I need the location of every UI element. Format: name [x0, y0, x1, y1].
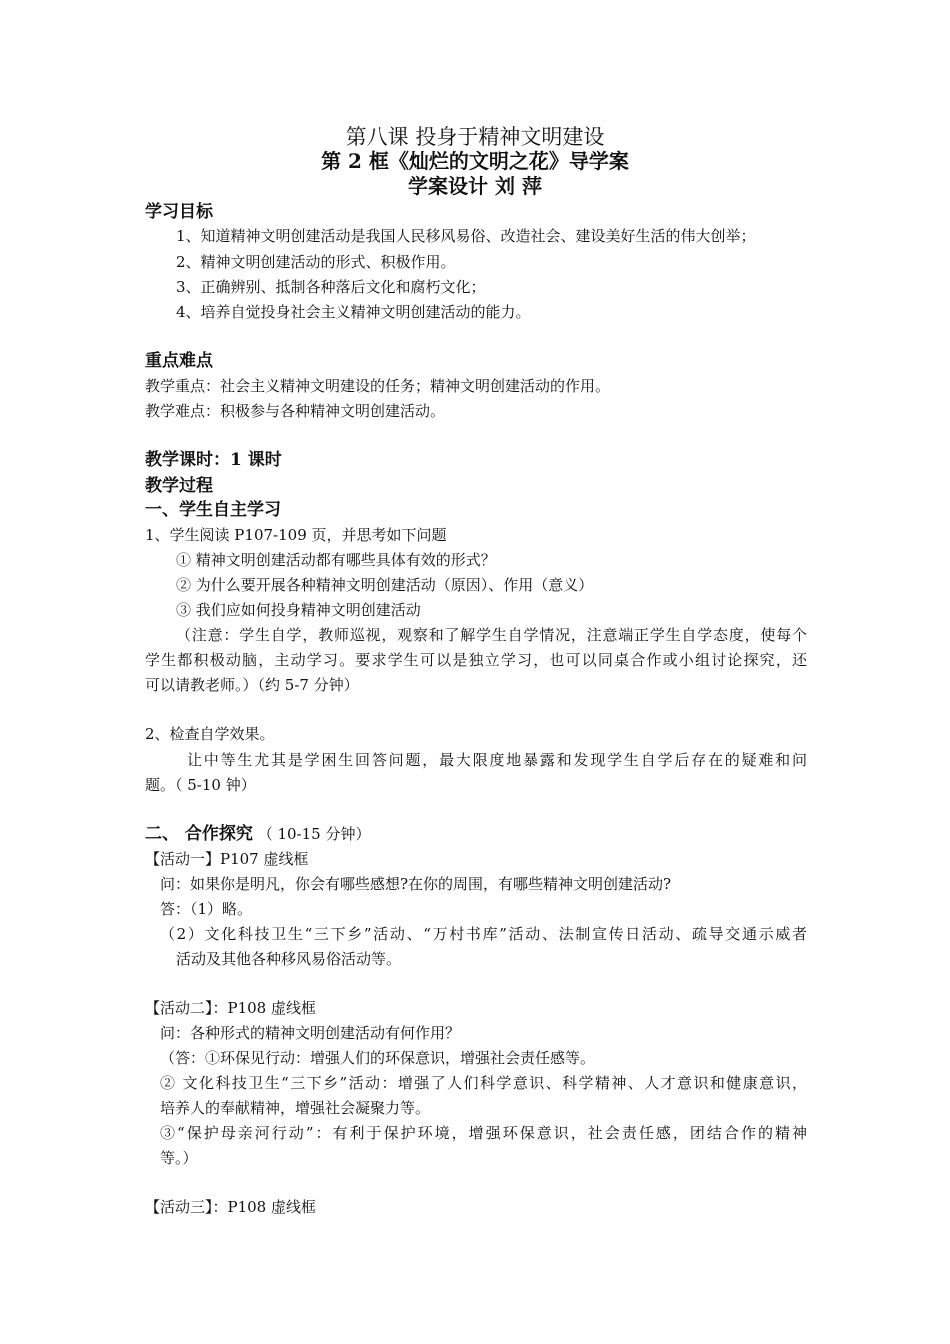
activity2-title: 【活动二】：P108 虚线框	[145, 999, 316, 1017]
lesson-title: 第八课 投身于精神文明建设	[345, 125, 605, 149]
section1-heading: 一、学生自主学习	[145, 500, 281, 520]
teaching-difficulty: 教学难点：积极参与各种精神文明创建活动。	[145, 402, 446, 420]
teaching-focus: 教学重点：社会主义精神文明建设的任务；精神文明创建活动的作用。	[145, 377, 611, 395]
class-hours: 教学课时：1 课时	[145, 450, 282, 470]
question-item: ② 为什么要开展各种精神文明创建活动（原因）、作用（意义）	[176, 576, 594, 594]
process-heading: 教学过程	[145, 476, 213, 496]
objective-item: 3、正确辨别、抵制各种落后文化和腐朽文化；	[176, 278, 486, 296]
activity2-answer: （答：①环保见行动：增强人们的环保意识，增强社会责任感等。	[160, 1049, 596, 1067]
activity2-question: 问：各种形式的精神文明创建活动有何作用？	[160, 1024, 461, 1042]
activity2-answer: ③“保护母亲河行动”：有利于保护环境，增强环保意识，社会责任感，团结合作的精神	[160, 1124, 807, 1142]
step2-detail: 题。（ 5-10 钟）	[145, 776, 256, 794]
step2-detail: 让中等生尤其是学困生回答问题，最大限度地暴露和发现学生自学后存在的疑难和问	[187, 751, 807, 769]
activity1-answer: （2）文化科技卫生“三下乡”活动、“万村书库”活动、法制宣传日活动、疏导交通示威者	[160, 925, 807, 943]
note-line: 学生都积极动脑，主动学习。要求学生可以是独立学习，也可以同桌合作或小组讨论探究，还	[145, 651, 807, 669]
question-item: ① 精神文明创建活动都有哪些具体有效的形式？	[176, 551, 496, 569]
activity3-title: 【活动三】：P108 虚线框	[145, 1198, 316, 1216]
note-line: 可以请教老师。）（约 5-7 分钟）	[145, 676, 359, 694]
activity1-answer: 答：（1）略。	[160, 900, 253, 918]
section2-time: （ 10-15 分钟）	[257, 825, 371, 843]
objective-item: 2、精神文明创建活动的形式、积极作用。	[176, 253, 456, 271]
note-line: （注意：学生自学，教师巡视，观察和了解学生自学情况，注意端正学生自学态度，使每个	[176, 626, 807, 644]
activity2-answer: ② 文化科技卫生“三下乡”活动：增强了人们科学意识、科学精神、人才意识和健康意识，	[160, 1074, 807, 1092]
objective-item: 1、知道精神文明创建活动是我国人民移风易俗、改造社会、建设美好生活的伟大创举；	[176, 227, 756, 245]
activity1-title: 【活动一】P107 虚线框	[145, 850, 309, 868]
question-item: ③ 我们应如何投身精神文明创建活动	[176, 601, 421, 619]
activity2-answer: 培养人的奉献精神，增强社会凝聚力等。	[160, 1099, 431, 1117]
step1-text: 1、学生阅读 P107-109 页，并思考如下问题	[145, 526, 447, 544]
objective-item: 4、培养自觉投身社会主义精神文明创建活动的能力。	[176, 303, 531, 321]
designer-line: 学案设计 刘 萍	[408, 174, 542, 198]
frame-title: 第 2 框《灿烂的文明之花》导学案	[321, 149, 629, 173]
activity2-answer: 等。）	[160, 1149, 198, 1167]
step2-text: 2、检查自学效果。	[145, 725, 275, 743]
section2-heading: 二、 合作探究	[145, 824, 253, 844]
activity1-answer: 活动及其他各种移风易俗活动等。	[176, 950, 402, 968]
activity1-question: 问：如果你是明凡，你会有哪些感想?在你的周围，有哪些精神文明创建活动?	[160, 875, 672, 893]
objectives-heading: 学习目标	[145, 202, 213, 222]
key-points-heading: 重点难点	[145, 351, 213, 371]
